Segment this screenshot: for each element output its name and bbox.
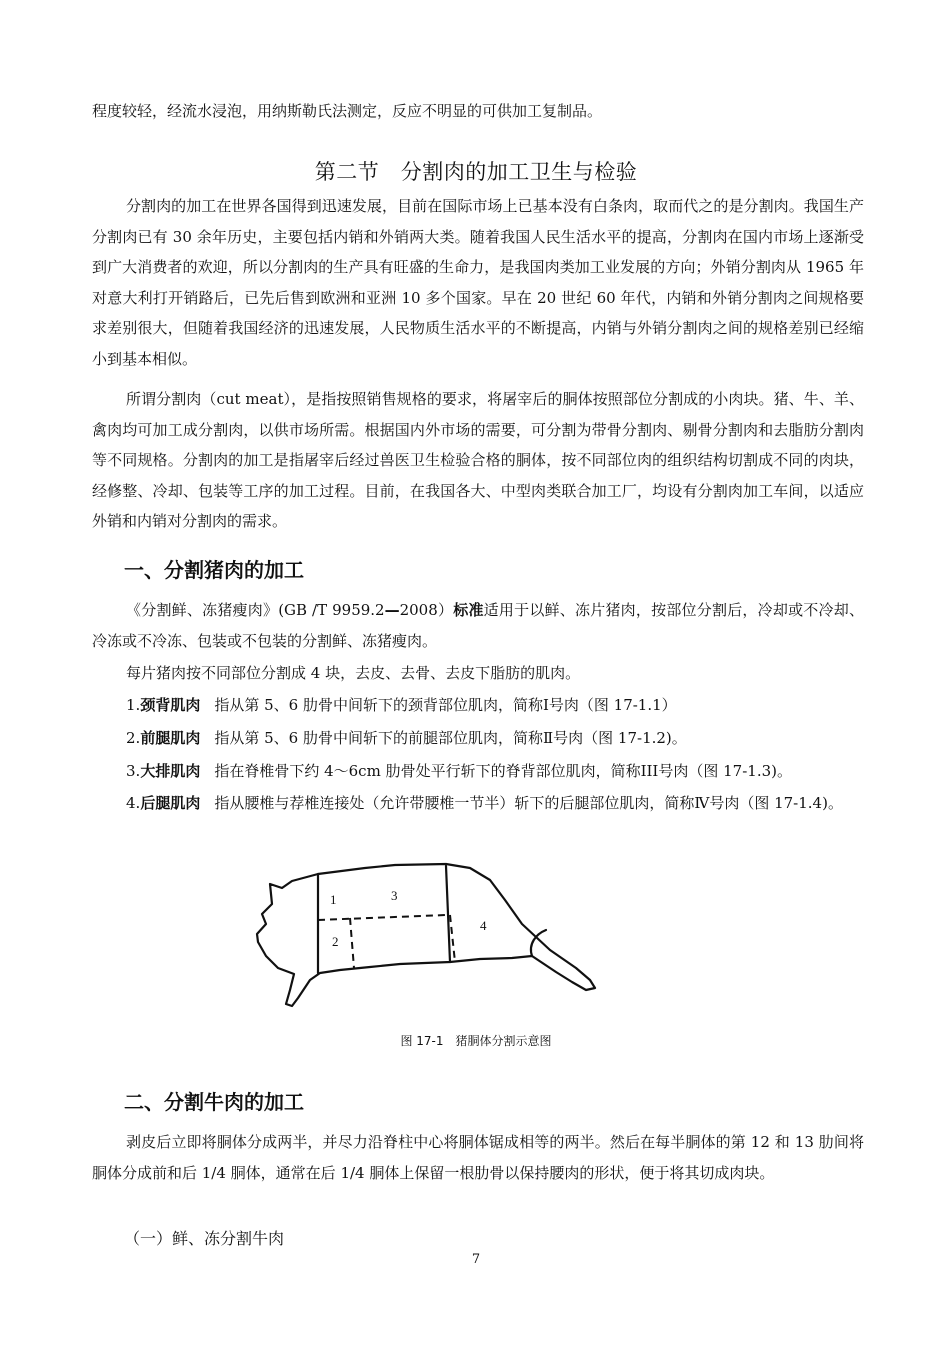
item-1 bbox=[92, 690, 864, 721]
figure-label-3: 3 bbox=[391, 888, 398, 903]
item-4-num: 4. bbox=[126, 794, 141, 812]
item-3-text: 指在脊椎骨下约 4～6cm 肋骨处平行斩下的脊背部位肌肉，简称III号肉（图 17-1.3)。 bbox=[214, 762, 792, 780]
page-number: 7 bbox=[471, 1252, 481, 1267]
figure-label-1: 1 bbox=[330, 892, 337, 907]
em-dash: — bbox=[384, 601, 400, 619]
carcass-outline bbox=[257, 864, 595, 1006]
item-1-num: 1. bbox=[126, 696, 141, 714]
paragraph-4: 每片猪肉按不同部位分割成 4 块，去皮、去骨、去皮下脂肪的肌肉。 bbox=[126, 664, 581, 682]
standard-scope: 适用于以鲜、冻片猪肉，按部位分割后，冷却或不冷却、冷冻或不冷冻、包装或不包装的分割鲜、冻猪瘦肉。 bbox=[92, 601, 864, 650]
heading-beef: 二、分割牛肉的加工 bbox=[124, 1090, 304, 1114]
item-4-label: 后腿肌肉 bbox=[140, 794, 201, 812]
heading-pork: 一、分割猪肉的加工 bbox=[124, 558, 304, 582]
figure-label-4: 4 bbox=[480, 918, 487, 933]
item-2-label: 前腿肌肉 bbox=[140, 729, 201, 747]
item-4-text: 指从腰椎与荐椎连接处（允许带腰椎一节半）斩下的后腿部位肌肉，简称Ⅳ号肉（图 17-1.4)。 bbox=[214, 794, 843, 812]
item-1-label: 颈背肌肉 bbox=[140, 696, 201, 714]
standard-label: 标准 bbox=[453, 601, 484, 619]
item-3 bbox=[92, 756, 864, 787]
item-2-text: 指从第 5、6 肋骨中间斩下的前腿部位肌肉，简称Ⅱ号肉（图 17-1.2)。 bbox=[214, 729, 687, 747]
cut-line-vertical bbox=[350, 918, 354, 968]
section-title: 第二节 分割肉的加工卫生与检验 bbox=[314, 160, 638, 184]
paragraph-3 bbox=[92, 595, 864, 656]
loin-divider-line bbox=[446, 866, 450, 962]
item-2 bbox=[92, 723, 864, 754]
item-4 bbox=[92, 788, 864, 819]
paragraph-5: 剥皮后立即将胴体分成两半，并尽力沿脊柱中心将胴体锯成相等的两半。然后在每半胴体的第 12 和 13 肋间将胴体分成前和后 1/4 胴体，通常在后 1/4 胴体上保留一根肋骨以保持腰肉的形状，便于将其切成肉块。 bbox=[92, 1133, 864, 1182]
item-3-label: 大排肌肉 bbox=[140, 762, 201, 780]
figure-caption: 图 17-1 猪胴体分割示意图 bbox=[400, 1034, 552, 1048]
subheading-beef: （一）鲜、冻分割牛肉 bbox=[124, 1229, 285, 1248]
cut-line-horizontal-front bbox=[318, 915, 446, 920]
paragraph-1: 分割肉的加工在世界各国得到迅速发展，目前在国际市场上已基本没有白条肉，取而代之的是分割肉。我国生产分割肉已有 30 余年历史，主要包括内销和外销两大类。随着我国人民生活水平的提高，分割肉在国内市场上逐渐受到广大消费者的欢迎，所以分割肉的生产具有旺盛的生命力，是我国肉类加工业发展的方向；外销分割肉从 1965 年对意大利打开销路后，已先后售到欧洲和亚洲 10 多个国家。早在 20 世纪 60 年代，内销和外销分割肉之间规格要求差别很大，但随着我国经济的迅速发展，人民物质生活水平的不断提高，内销与外销分割肉之间的规格差别已经缩小到基本相似。 bbox=[92, 197, 864, 368]
pig-carcass-diagram bbox=[250, 858, 610, 1018]
standard-ref: 《分割鲜、冻猪瘦肉》(GB /T 9959.2 bbox=[126, 601, 385, 619]
figure-label-2: 2 bbox=[332, 934, 339, 949]
item-2-num: 2. bbox=[126, 729, 141, 747]
paragraph-2: 所谓分割肉（cut meat），是指按照销售规格的要求，将屠宰后的胴体按照部位分割成的小肉块。猪、牛、羊、禽肉均可加工成分割肉，以供市场所需。根据国内外市场的需要，可分割为带骨分割肉、剔骨分割肉和去脂肪分割肉等不同规格。分割肉的加工是指屠宰后经过兽医卫生检验合格的胴体，按不同部位肉的组织结构切割成不同的肉块，经修整、冷却、包装等工序的加工过程。目前，在我国各大、中型肉类联合加工厂，均设有分割肉加工车间，以适应外销和内销对分割肉的需求。 bbox=[92, 390, 864, 530]
item-1-text: 指从第 5、6 肋骨中间斩下的颈背部位肌肉，简称Ⅰ号肉（图 17-1.1） bbox=[214, 696, 677, 714]
intro-line: 程度较轻，经流水浸泡，用纳斯勒氏法测定，反应不明显的可供加工复制品。 bbox=[92, 102, 603, 120]
item-3-num: 3. bbox=[126, 762, 141, 780]
standard-year: 2008） bbox=[399, 601, 454, 619]
